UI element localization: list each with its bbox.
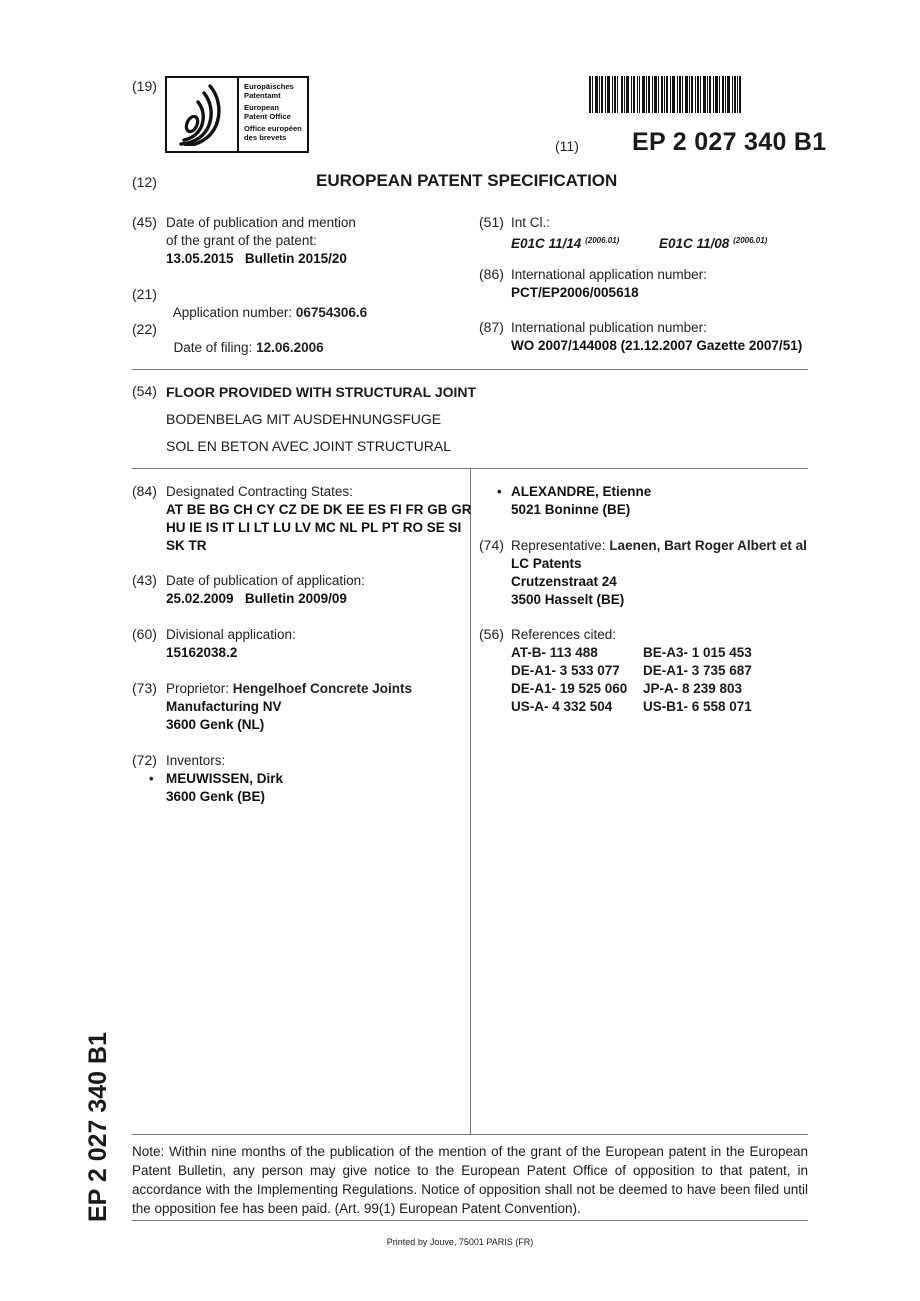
bullet-icon: • bbox=[149, 771, 154, 786]
title-german: BODENBELAG MIT AUSDEHNUNGSFUGE bbox=[166, 411, 442, 427]
title-french: SOL EN BETON AVEC JOINT STRUCTURAL bbox=[166, 438, 451, 454]
title-english: FLOOR PROVIDED WITH STRUCTURAL JOINT bbox=[166, 384, 477, 400]
office-name-fr-1: Office européen bbox=[244, 124, 302, 133]
bullet-icon: • bbox=[497, 484, 502, 499]
inventors-label: Inventors: bbox=[166, 753, 226, 768]
side-publication-number: EP 2 027 340 B1 bbox=[84, 1032, 112, 1222]
designated-states-label: Designated Contracting States: bbox=[166, 484, 353, 499]
intl-publication-value: WO 2007/144008 (21.12.2007 Gazette 2007/51) bbox=[511, 338, 803, 353]
printer-credit: Printed by Jouve, 75001 PARIS (FR) bbox=[386, 1237, 534, 1247]
barcode bbox=[589, 76, 807, 113]
inventor-2-name: ALEXANDRE, Etienne bbox=[511, 484, 652, 499]
representative-name: Laenen, Bart Roger Albert et al bbox=[609, 538, 807, 553]
office-name-de-2: Patentamt bbox=[244, 91, 281, 100]
filing-date-value: 12.06.2006 bbox=[256, 340, 324, 355]
epo-logo bbox=[165, 76, 309, 153]
intl-application-label: International application number: bbox=[511, 267, 707, 282]
inid-code-12: (12) bbox=[132, 174, 157, 190]
divisional-application-label: Divisional application: bbox=[166, 627, 296, 642]
int-class-2-version: (2006.01) bbox=[733, 236, 768, 245]
inid-code-45: (45) bbox=[132, 214, 157, 230]
inventor-1-address: 3600 Genk (BE) bbox=[166, 789, 266, 804]
designated-states-line-2: HU IE IS IT LI LT LU LV MC NL PL PT RO SE SI bbox=[166, 520, 462, 535]
application-number-value: 06754306.6 bbox=[295, 305, 368, 320]
intl-application-value: PCT/EP2006/005618 bbox=[511, 285, 639, 300]
divider-note-top bbox=[132, 1134, 808, 1135]
inid-code-54: (54) bbox=[132, 383, 157, 399]
inventor-2-address: 5021 Boninne (BE) bbox=[511, 502, 631, 517]
inventor-1-name: MEUWISSEN, Dirk bbox=[166, 771, 284, 786]
inid-code-22: (22) bbox=[132, 321, 157, 337]
application-publication-value: 25.02.2009 Bulletin 2009/09 bbox=[166, 591, 347, 606]
proprietor-name-1: Hengelhoef Concrete Joints bbox=[232, 681, 413, 696]
inid-code-43: (43) bbox=[132, 572, 157, 588]
reference-item: AT-B- 113 488 bbox=[511, 645, 598, 660]
grant-date-label-1: Date of publication and mention bbox=[166, 215, 356, 230]
filing-date-label: Date of filing: bbox=[173, 340, 257, 355]
reference-item: US-B1- 6 558 071 bbox=[643, 699, 752, 714]
references-label: References cited: bbox=[511, 627, 617, 642]
divisional-application-value: 15162038.2 bbox=[166, 645, 238, 660]
application-publication-label: Date of publication of application: bbox=[166, 573, 365, 588]
inid-code-56: (56) bbox=[479, 626, 504, 642]
reference-item: US-A- 4 332 504 bbox=[511, 699, 613, 714]
opposition-note: Note: Within nine months of the publication of the mention of the grant of the European patent in the European Patent Bulletin, any person may give notice to the European Patent Office of opposition to that patent, in accordance with the Implementing Regulations. Notice of opposition shall not be deemed to have been filed until the opposition fee has been paid. (Art. 99(1) European Patent Convention). bbox=[132, 1144, 808, 1216]
int-class-2: E01C 11/08 bbox=[659, 236, 730, 251]
inid-code-60: (60) bbox=[132, 626, 157, 642]
representative-firm: LC Patents bbox=[511, 556, 582, 571]
proprietor-address: 3600 Genk (NL) bbox=[166, 717, 265, 732]
application-number-label: Application number: bbox=[172, 305, 296, 320]
office-name-en-1: European bbox=[244, 103, 280, 112]
inid-code-21: (21) bbox=[132, 286, 157, 302]
inid-code-74: (74) bbox=[479, 537, 504, 553]
representative-label: Representative: bbox=[511, 538, 610, 553]
epo-emblem-icon bbox=[167, 78, 239, 151]
representative-city: 3500 Hasselt (BE) bbox=[511, 592, 625, 607]
column-divider bbox=[470, 468, 471, 1134]
inid-code-86: (86) bbox=[479, 266, 504, 282]
inid-code-51: (51) bbox=[479, 214, 504, 230]
representative-street: Crutzenstraat 24 bbox=[511, 574, 617, 589]
designated-states-line-1: AT BE BG CH CY CZ DE DK EE ES FI FR GB GR bbox=[166, 502, 472, 517]
inid-code-19: (19) bbox=[132, 78, 157, 94]
document-type-title: EUROPEAN PATENT SPECIFICATION bbox=[316, 171, 618, 190]
divider-top bbox=[132, 369, 808, 370]
publication-number: EP 2 027 340 B1 bbox=[632, 128, 827, 156]
proprietor-label: Proprietor: bbox=[166, 681, 233, 696]
reference-item: DE-A1- 3 533 077 bbox=[511, 663, 620, 678]
intl-publication-label: International publication number: bbox=[511, 320, 707, 335]
inid-code-73: (73) bbox=[132, 680, 157, 696]
reference-item: JP-A- 8 239 803 bbox=[643, 681, 743, 696]
int-cl-label: Int Cl.: bbox=[511, 215, 551, 230]
grant-date-value: 13.05.2015 Bulletin 2015/20 bbox=[166, 251, 347, 266]
office-name-en-2: Patent Office bbox=[244, 112, 291, 121]
divider-note-bottom bbox=[132, 1220, 808, 1221]
inid-code-87: (87) bbox=[479, 319, 504, 335]
office-name-fr-2: des brevets bbox=[244, 133, 287, 142]
reference-item: BE-A3- 1 015 453 bbox=[643, 645, 752, 660]
reference-item: DE-A1- 3 735 687 bbox=[643, 663, 752, 678]
inid-code-84: (84) bbox=[132, 483, 157, 499]
references-list bbox=[511, 644, 783, 716]
grant-date-label-2: of the grant of the patent: bbox=[166, 233, 317, 248]
reference-item: DE-A1- 19 525 060 bbox=[511, 681, 628, 696]
int-class-1-version: (2006.01) bbox=[585, 236, 620, 245]
designated-states-line-3: SK TR bbox=[166, 538, 207, 553]
int-class-1: E01C 11/14 bbox=[511, 236, 582, 251]
inid-code-11: (11) bbox=[555, 138, 579, 154]
office-name-de-1: Europäisches bbox=[244, 82, 294, 91]
proprietor-name-2: Manufacturing NV bbox=[166, 699, 282, 714]
inid-code-72: (72) bbox=[132, 752, 157, 768]
